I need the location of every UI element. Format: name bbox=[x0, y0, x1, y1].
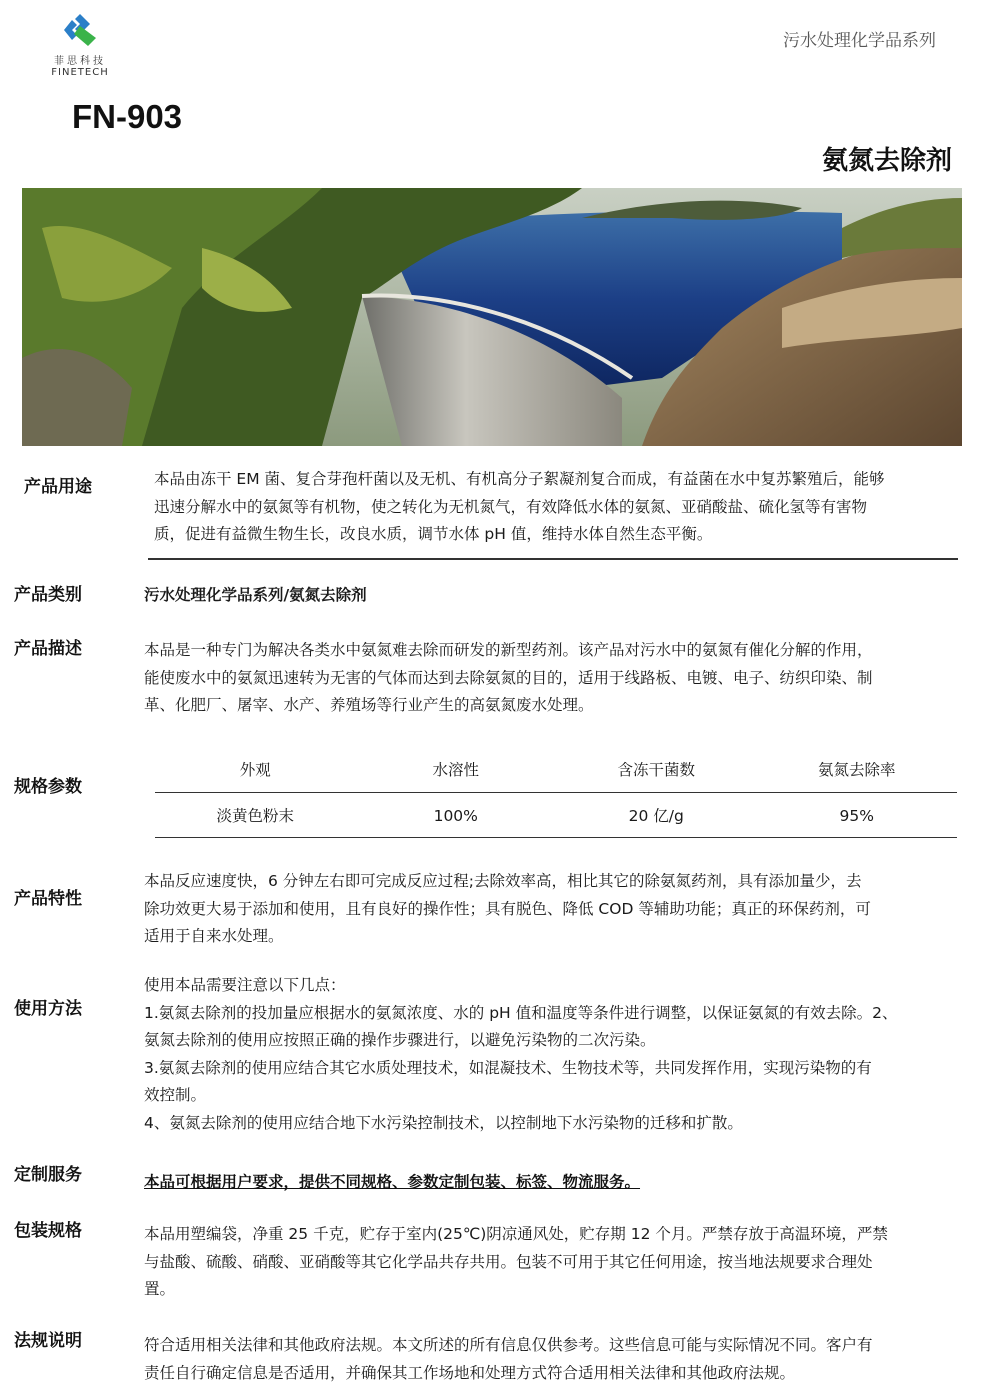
legal-line: 符合适用相关法律和其他政府法规。本文所述的所有信息仅供参考。这些信息可能与实际情况不同。客户有 bbox=[144, 1336, 873, 1354]
packing-line: 与盐酸、硫酸、硝酸、亚硝酸等其它化学品共存共用。包装不可用于其它任何用途，按当地法规要求合理处 bbox=[144, 1252, 873, 1271]
specs-header-cell: 外观 bbox=[239, 761, 271, 779]
features-line: 除功效更大易于添加和使用，且有良好的操作性；具有脱色、降低 COD 等辅助功能；真正的环保药剂，可 bbox=[144, 899, 871, 918]
custom-text: 本品可根据用户要求，提供不同规格、参数定制包装、标签、物流服务。 bbox=[144, 1173, 641, 1191]
product-name: 氨氮去除剂 bbox=[821, 146, 952, 176]
method-line: 使用本品需要注意以下几点： bbox=[144, 976, 346, 994]
category-text: 污水处理化学品系列/氨氮去除剂 bbox=[144, 586, 367, 604]
legal-line: 责任自行确定信息是否适用，并确保其工作场地和处理方式符合适用相关法律和其他政府法规。 bbox=[144, 1363, 796, 1382]
usage-line: 本品由冻干 EM 菌、复合芽孢杆菌以及无机、有机高分子絮凝剂复合而成，有益菌在水中复苏繁殖后，能够 bbox=[154, 470, 885, 488]
legal-label: 法规说明 bbox=[14, 1331, 82, 1351]
specs-value-cell: 20 亿/g bbox=[628, 807, 684, 825]
category-label: 产品类别 bbox=[14, 585, 82, 605]
specs-header-row bbox=[155, 752, 957, 792]
method-line: 效控制。 bbox=[144, 1086, 207, 1104]
packing-text bbox=[144, 1221, 970, 1304]
method-line: 4、氨氮去除剂的使用应结合地下水污染控制技术，以控制地下水污染物的迁移和扩散。 bbox=[144, 1113, 743, 1132]
banner-dam-image bbox=[22, 188, 962, 446]
specs-header-cell: 含冻干菌数 bbox=[617, 761, 695, 779]
features-text bbox=[144, 868, 970, 951]
specs-value-row bbox=[155, 792, 957, 838]
section-divider bbox=[148, 558, 958, 560]
usage-line: 质，促进有益微生物生长，改良水质，调节水体 pH 值，维持水体自然生态平衡。 bbox=[154, 525, 713, 543]
method-line: 氨氮去除剂的使用应按照正确的操作步骤进行，以避免污染物的二次污染。 bbox=[144, 1031, 656, 1049]
usage-line: 迅速分解水中的氨氮等有机物，使之转化为无机氮气，有效降低水体的氨氮、亚硝酸盐、硫化氢等有害物 bbox=[154, 497, 868, 516]
features-line: 适用于自来水处理。 bbox=[144, 927, 284, 945]
description-line: 能使废水中的氨氮迅速转为无害的气体而达到去除氨氮的目的，适用于线路板、电镀、电子、纺织印染、制 bbox=[144, 668, 873, 687]
packing-label: 包装规格 bbox=[14, 1221, 82, 1241]
packing-line: 本品用塑编袋，净重 25 千克，贮存于室内(25℃)阴凉通风处，贮存期 12 个月。严禁存放于高温环境，严禁 bbox=[144, 1225, 888, 1243]
brand-name-cn: 菲思科技 bbox=[54, 56, 106, 67]
method-text bbox=[144, 972, 970, 1137]
description-label: 产品描述 bbox=[14, 639, 82, 659]
description-text bbox=[144, 637, 970, 720]
packing-line: 置。 bbox=[144, 1280, 176, 1298]
method-label: 使用方法 bbox=[14, 999, 82, 1019]
product-model: FN-903 bbox=[72, 98, 183, 135]
usage-text bbox=[154, 466, 970, 549]
method-line: 1.氨氮去除剂的投加量应根据水的氨氮浓度、水的 pH 值和温度等条件进行调整，以保证氨氮的有效去除。2、 bbox=[144, 1003, 898, 1022]
company-logo bbox=[40, 12, 120, 82]
specs-value-cell: 95% bbox=[839, 807, 874, 825]
custom-label: 定制服务 bbox=[14, 1165, 82, 1185]
series-title: 污水处理化学品系列 bbox=[783, 31, 936, 51]
legal-text bbox=[144, 1332, 970, 1387]
description-line: 本品是一种专门为解决各类水中氨氮难去除而研发的新型药剂。该产品对污水中的氨氮有催化分解的作用， bbox=[144, 641, 873, 659]
specs-header-cell: 氨氮去除率 bbox=[817, 761, 896, 779]
description-line: 革、化肥厂、屠宰、水产、养殖场等行业产生的高氨氮废水处理。 bbox=[144, 696, 594, 714]
features-label: 产品特性 bbox=[14, 889, 82, 909]
specs-value-cell: 100% bbox=[433, 807, 478, 825]
method-line: 3.氨氮去除剂的使用应结合其它水质处理技术，如混凝技术、生物技术等，共同发挥作用，实现污染物的有 bbox=[144, 1058, 872, 1077]
features-line: 本品反应速度快，6 分钟左右即可完成反应过程;去除效率高，相比其它的除氨氮药剂，具有添加量少，去 bbox=[144, 872, 862, 890]
specs-header-cell: 水溶性 bbox=[432, 761, 479, 779]
specs-table bbox=[155, 752, 957, 838]
brand-name-en: FINETECH bbox=[51, 67, 109, 78]
specs-value-cell: 淡黄色粉末 bbox=[216, 807, 294, 825]
specs-label: 规格参数 bbox=[14, 777, 82, 797]
usage-label: 产品用途 bbox=[24, 477, 92, 497]
logo-mark-icon bbox=[60, 12, 100, 50]
